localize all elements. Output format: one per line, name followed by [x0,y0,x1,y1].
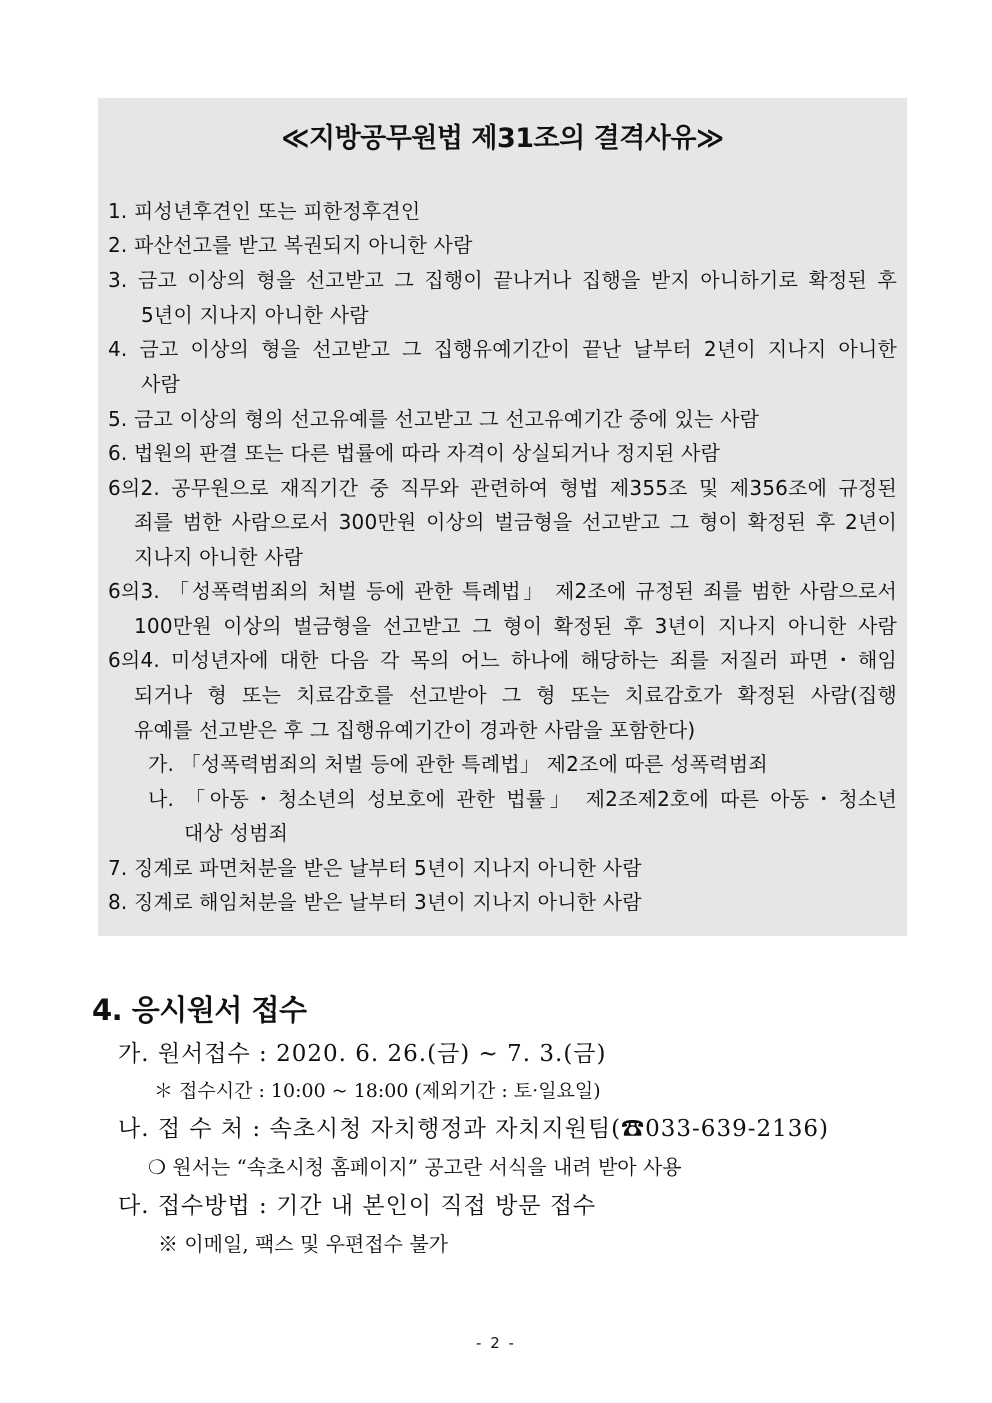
list-item-cont: 되거나 형 또는 치료감호를 선고받아 그 형 또는 치료감호가 확정된 사람(집행 [134,683,897,707]
list-item: 4. 금고 이상의 형을 선고받고 그 집행유예기간이 끝난 날부터 2년이 지나지 아니한 [108,337,897,361]
list-item: 6의3. 「성폭력범죄의 처벌 등에 관한 특례법」 제2조에 규정된 죄를 범한 사람으로서 [108,579,897,603]
section-title: 4. 응시원서 접수 [92,993,307,1027]
sub-item: 가. 「성폭력범죄의 처벌 등에 관한 특례법」 제2조에 따른 성폭력범죄 [148,752,768,776]
sub-item-cont: 대상 성범죄 [184,821,289,845]
list-item-cont: 죄를 범한 사람으로서 300만원 이상의 벌금형을 선고받고 그 형이 확정된 후 2년이 [134,510,897,534]
list-item: 1. 피성년후견인 또는 피한정후견인 [108,199,421,223]
list-item-cont: 사람 [141,372,181,396]
list-item-cont: 유예를 선고받은 후 그 집행유예기간이 경과한 사람을 포함한다) [134,718,696,742]
application-period: 가. 원서접수 : 2020. 6. 26.(금) ~ 7. 3.(금) [118,1041,607,1067]
list-item: 2. 파산선고를 받고 복권되지 아니한 사람 [108,233,473,257]
reception-method: 다. 접수방법 : 기간 내 본인이 직접 방문 접수 [118,1193,597,1219]
list-item-cont: 100만원 이상의 벌금형을 선고받고 그 형이 확정된 후 3년이 지나지 아니한 사람 [134,614,897,638]
list-item: 6의4. 미성년자에 대한 다음 각 목의 어느 하나에 해당하는 죄를 저질러 파면・해임 [108,648,897,672]
list-item-cont: 5년이 지나지 아니한 사람 [141,303,369,327]
sub-item: 나. 「아동・청소년의 성보호에 관한 법률」 제2조제2호에 따른 아동・청소년 [148,787,897,811]
list-item: 6. 법원의 판결 또는 다른 법률에 따라 자격이 상실되거나 정지된 사람 [108,441,721,465]
list-item: 5. 금고 이상의 형의 선고유예를 선고받고 그 선고유예기간 중에 있는 사람 [108,407,760,431]
reception-note: ※ 이메일, 팩스 및 우편접수 불가 [158,1232,448,1256]
list-item: 6의2. 공무원으로 재직기간 중 직무와 관련하여 형법 제355조 및 제356조에 규정된 [108,476,897,500]
list-item-cont: 지나지 아니한 사람 [134,545,304,569]
list-item: 3. 금고 이상의 형을 선고받고 그 집행이 끝나거나 집행을 받지 아니하기로 확정된 후 [108,268,897,292]
disqualification-box [98,98,907,936]
list-item: 8. 징계로 해임처분을 받은 날부터 3년이 지나지 아니한 사람 [108,890,642,914]
list-item: 7. 징계로 파면처분을 받은 날부터 5년이 지나지 아니한 사람 [108,856,642,880]
page-number: - 2 - [476,1334,516,1352]
reception-hours: ＊ 접수시간 : 10:00 ~ 18:00 (제외기간 : 토·일요일) [154,1080,601,1102]
form-note: ❍ 원서는 “속초시청 홈페이지” 공고란 서식을 내려 받아 사용 [148,1155,682,1179]
reception-place: 나. 접 수 처 : 속초시청 자치행정과 자치지원팀(☎033-639-2136) [118,1116,829,1142]
box-title: ≪지방공무원법 제31조의 결격사유≫ [281,123,724,154]
